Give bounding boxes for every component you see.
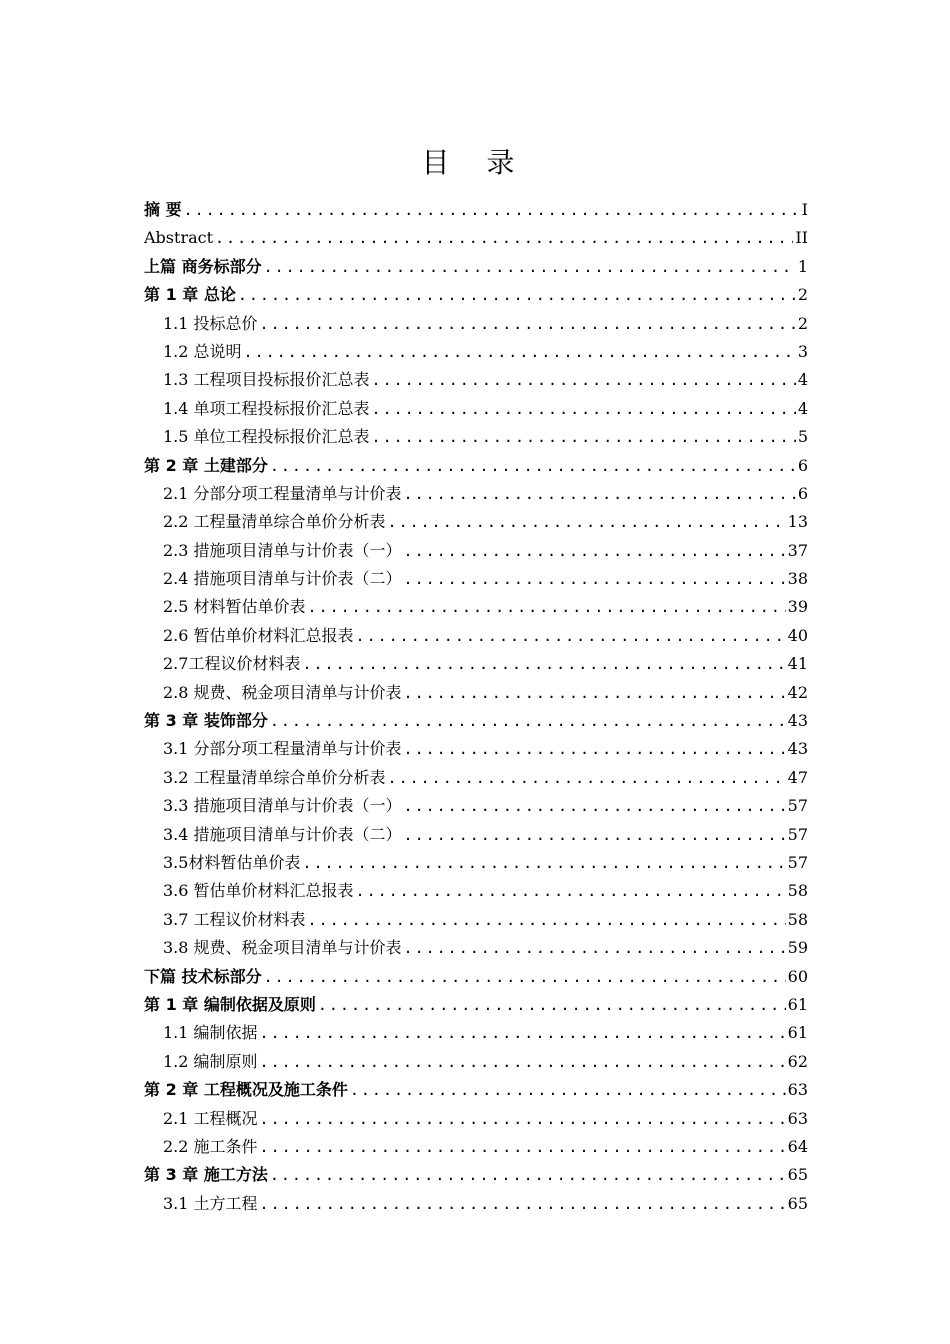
toc-entry-page-number: I xyxy=(801,200,808,219)
toc-entry-label: 2.1 分部分项工程量清单与计价表 xyxy=(163,483,402,503)
table-of-contents xyxy=(144,196,808,1218)
toc-entry-label: 3.8 规费、税金项目清单与计价表 xyxy=(163,938,402,958)
toc-entry-label: 2.6 暂估单价材料汇总报表 xyxy=(163,625,354,645)
toc-dot-leader xyxy=(184,196,800,224)
toc-dot-leader xyxy=(302,849,785,877)
toc-entry-page-number: 4 xyxy=(797,398,808,418)
toc-dot-leader xyxy=(308,593,786,621)
toc-entry[interactable] xyxy=(144,679,808,707)
toc-dot-leader xyxy=(404,480,796,508)
toc-dot-leader xyxy=(372,423,796,451)
toc-entry[interactable] xyxy=(144,1019,808,1047)
toc-entry-page-number: 43 xyxy=(787,711,808,731)
toc-dot-leader xyxy=(372,395,796,423)
toc-entry-label: 2.2 工程量清单综合单价分析表 xyxy=(163,512,386,532)
toc-entry-page-number: 61 xyxy=(787,994,808,1014)
toc-entry[interactable] xyxy=(144,991,808,1019)
toc-entry-page-number: 4 xyxy=(797,370,808,390)
toc-entry[interactable] xyxy=(144,622,808,650)
toc-entry[interactable] xyxy=(144,906,808,934)
toc-entry[interactable] xyxy=(144,1048,808,1076)
toc-entry-page-number: 58 xyxy=(787,881,808,901)
toc-dot-leader xyxy=(404,565,786,593)
toc-entry-page-number: 3 xyxy=(797,341,808,361)
toc-entry-label: 2.8 规费、税金项目清单与计价表 xyxy=(163,682,402,702)
toc-entry-page-number: 41 xyxy=(787,654,808,674)
toc-entry-page-number: 2 xyxy=(797,313,808,333)
toc-entry-page-number: 60 xyxy=(787,966,808,986)
toc-entry-label: 1.4 单项工程投标报价汇总表 xyxy=(163,398,370,418)
toc-entry[interactable] xyxy=(144,480,808,508)
toc-entry[interactable] xyxy=(144,735,808,763)
toc-entry-label: 1.5 单位工程投标报价汇总表 xyxy=(163,427,370,447)
toc-dot-leader xyxy=(260,1190,786,1218)
toc-entry[interactable] xyxy=(144,423,808,451)
toc-entry-page-number: 39 xyxy=(787,597,808,617)
toc-entry[interactable] xyxy=(144,1076,808,1104)
toc-entry[interactable] xyxy=(144,508,808,536)
page-title: 目 录 xyxy=(421,146,529,179)
toc-entry[interactable] xyxy=(144,1190,808,1218)
toc-dot-leader xyxy=(404,934,786,962)
toc-entry-label: 第 1 章 编制依据及原则 xyxy=(144,994,316,1014)
toc-entry-label: 1.1 投标总价 xyxy=(163,313,258,333)
toc-entry[interactable] xyxy=(144,934,808,962)
toc-dot-leader xyxy=(302,650,785,678)
toc-dot-leader xyxy=(356,622,786,650)
toc-entry[interactable] xyxy=(144,565,808,593)
toc-entry[interactable] xyxy=(144,821,808,849)
toc-entry-page-number: 58 xyxy=(787,909,808,929)
toc-entry-page-number: 61 xyxy=(787,1023,808,1043)
toc-entry-label: 下篇 技术标部分 xyxy=(144,966,262,986)
toc-dot-leader xyxy=(260,310,796,338)
toc-entry-page-number: 57 xyxy=(787,824,808,844)
toc-dot-leader xyxy=(260,1133,786,1161)
toc-entry-label: 2.1 工程概况 xyxy=(163,1108,258,1128)
toc-entry[interactable] xyxy=(144,1161,808,1189)
toc-dot-leader xyxy=(270,1161,786,1189)
toc-entry[interactable] xyxy=(144,792,808,820)
toc-dot-leader xyxy=(270,452,796,480)
toc-entry-label: 第 1 章 总论 xyxy=(144,285,236,305)
toc-dot-leader xyxy=(260,1105,786,1133)
toc-dot-leader xyxy=(260,1048,786,1076)
toc-entry-label: 上篇 商务标部分 xyxy=(144,256,262,276)
toc-dot-leader xyxy=(404,537,786,565)
toc-entry-label: Abstract xyxy=(144,228,214,248)
toc-entry-page-number: 63 xyxy=(787,1080,808,1100)
toc-dot-leader xyxy=(318,991,786,1019)
toc-dot-leader xyxy=(388,508,786,536)
toc-entry[interactable] xyxy=(144,764,808,792)
toc-entry-page-number: 64 xyxy=(787,1136,808,1156)
toc-entry-page-number: 37 xyxy=(787,540,808,560)
toc-entry-label: 1.2 总说明 xyxy=(163,341,242,361)
toc-entry-page-number: 13 xyxy=(787,512,808,532)
toc-entry-page-number: 47 xyxy=(787,767,808,787)
toc-entry-page-number: 65 xyxy=(787,1165,808,1185)
toc-entry-label: 摘 要 xyxy=(144,200,182,219)
toc-entry[interactable] xyxy=(144,877,808,905)
toc-dot-leader xyxy=(404,735,786,763)
toc-entry[interactable] xyxy=(144,310,808,338)
toc-entry-label: 2.2 施工条件 xyxy=(163,1136,258,1156)
toc-entry-page-number: 6 xyxy=(797,455,808,475)
toc-entry-label: 3.2 工程量清单综合单价分析表 xyxy=(163,767,386,787)
toc-entry-label: 第 3 章 施工方法 xyxy=(144,1165,268,1185)
toc-entry-label: 1.2 编制原则 xyxy=(163,1051,258,1071)
toc-entry-label: 1.1 编制依据 xyxy=(163,1023,258,1043)
toc-entry-page-number: 63 xyxy=(787,1108,808,1128)
toc-entry[interactable] xyxy=(144,1133,808,1161)
toc-dot-leader xyxy=(238,281,796,309)
toc-dot-leader xyxy=(308,906,786,934)
toc-entry[interactable] xyxy=(144,849,808,877)
toc-entry-label: 2.5 材料暂估单价表 xyxy=(163,597,306,617)
toc-entry[interactable] xyxy=(144,338,808,366)
toc-dot-leader xyxy=(388,764,786,792)
toc-entry-page-number: 59 xyxy=(787,938,808,958)
toc-entry-label: 3.6 暂估单价材料汇总报表 xyxy=(163,881,354,901)
toc-entry-label: 3.3 措施项目清单与计价表（一） xyxy=(163,796,402,816)
toc-entry-label: 第 2 章 土建部分 xyxy=(144,455,268,475)
toc-entry-page-number: 57 xyxy=(787,852,808,872)
toc-entry[interactable] xyxy=(144,366,808,394)
toc-dot-leader xyxy=(260,1019,786,1047)
toc-entry[interactable] xyxy=(144,1105,808,1133)
toc-entry[interactable] xyxy=(144,593,808,621)
toc-entry[interactable] xyxy=(144,452,808,480)
toc-entry-page-number: II xyxy=(795,228,808,248)
toc-entry[interactable] xyxy=(144,395,808,423)
toc-entry-page-number: 6 xyxy=(797,483,808,503)
toc-entry[interactable] xyxy=(144,650,808,678)
toc-entry-label: 2.3 措施项目清单与计价表（一） xyxy=(163,540,402,560)
toc-dot-leader xyxy=(264,253,796,281)
toc-entry-label: 第 3 章 装饰部分 xyxy=(144,711,268,731)
toc-entry-label: 3.7 工程议价材料表 xyxy=(163,909,306,929)
toc-dot-leader xyxy=(404,792,786,820)
toc-entry-page-number: 5 xyxy=(797,427,808,447)
toc-entry-page-number: 65 xyxy=(787,1193,808,1213)
toc-entry-label: 2.7工程议价材料表 xyxy=(163,654,301,674)
toc-entry-label: 3.1 分部分项工程量清单与计价表 xyxy=(163,739,402,759)
toc-entry-page-number: 57 xyxy=(787,796,808,816)
toc-entry[interactable] xyxy=(144,963,808,991)
toc-entry-label: 1.3 工程项目投标报价汇总表 xyxy=(163,370,370,390)
toc-dot-leader xyxy=(356,877,786,905)
toc-entry[interactable] xyxy=(144,196,808,224)
toc-entry-label: 第 2 章 工程概况及施工条件 xyxy=(144,1080,348,1100)
toc-entry-page-number: 62 xyxy=(787,1051,808,1071)
toc-entry[interactable] xyxy=(144,281,808,309)
toc-dot-leader xyxy=(404,679,786,707)
toc-dot-leader xyxy=(244,338,796,366)
toc-dot-leader xyxy=(372,366,796,394)
toc-entry-page-number: 1 xyxy=(797,256,808,276)
toc-entry-page-number: 43 xyxy=(787,739,808,759)
toc-dot-leader xyxy=(404,821,786,849)
toc-entry-label: 3.5材料暂估单价表 xyxy=(163,852,301,872)
toc-entry-label: 3.4 措施项目清单与计价表（二） xyxy=(163,824,402,844)
toc-dot-leader xyxy=(350,1076,786,1104)
toc-entry-page-number: 38 xyxy=(787,569,808,589)
toc-dot-leader xyxy=(270,707,786,735)
toc-entry-page-number: 2 xyxy=(797,285,808,305)
toc-dot-leader xyxy=(215,224,793,252)
toc-entry[interactable] xyxy=(144,707,808,735)
toc-entry-label: 3.1 土方工程 xyxy=(163,1193,258,1213)
toc-entry[interactable] xyxy=(144,537,808,565)
toc-dot-leader xyxy=(264,963,786,991)
toc-entry[interactable] xyxy=(144,253,808,281)
toc-entry[interactable] xyxy=(144,224,808,252)
toc-entry-page-number: 42 xyxy=(787,682,808,702)
toc-entry-label: 2.4 措施项目清单与计价表（二） xyxy=(163,569,402,589)
toc-entry-page-number: 40 xyxy=(787,625,808,645)
